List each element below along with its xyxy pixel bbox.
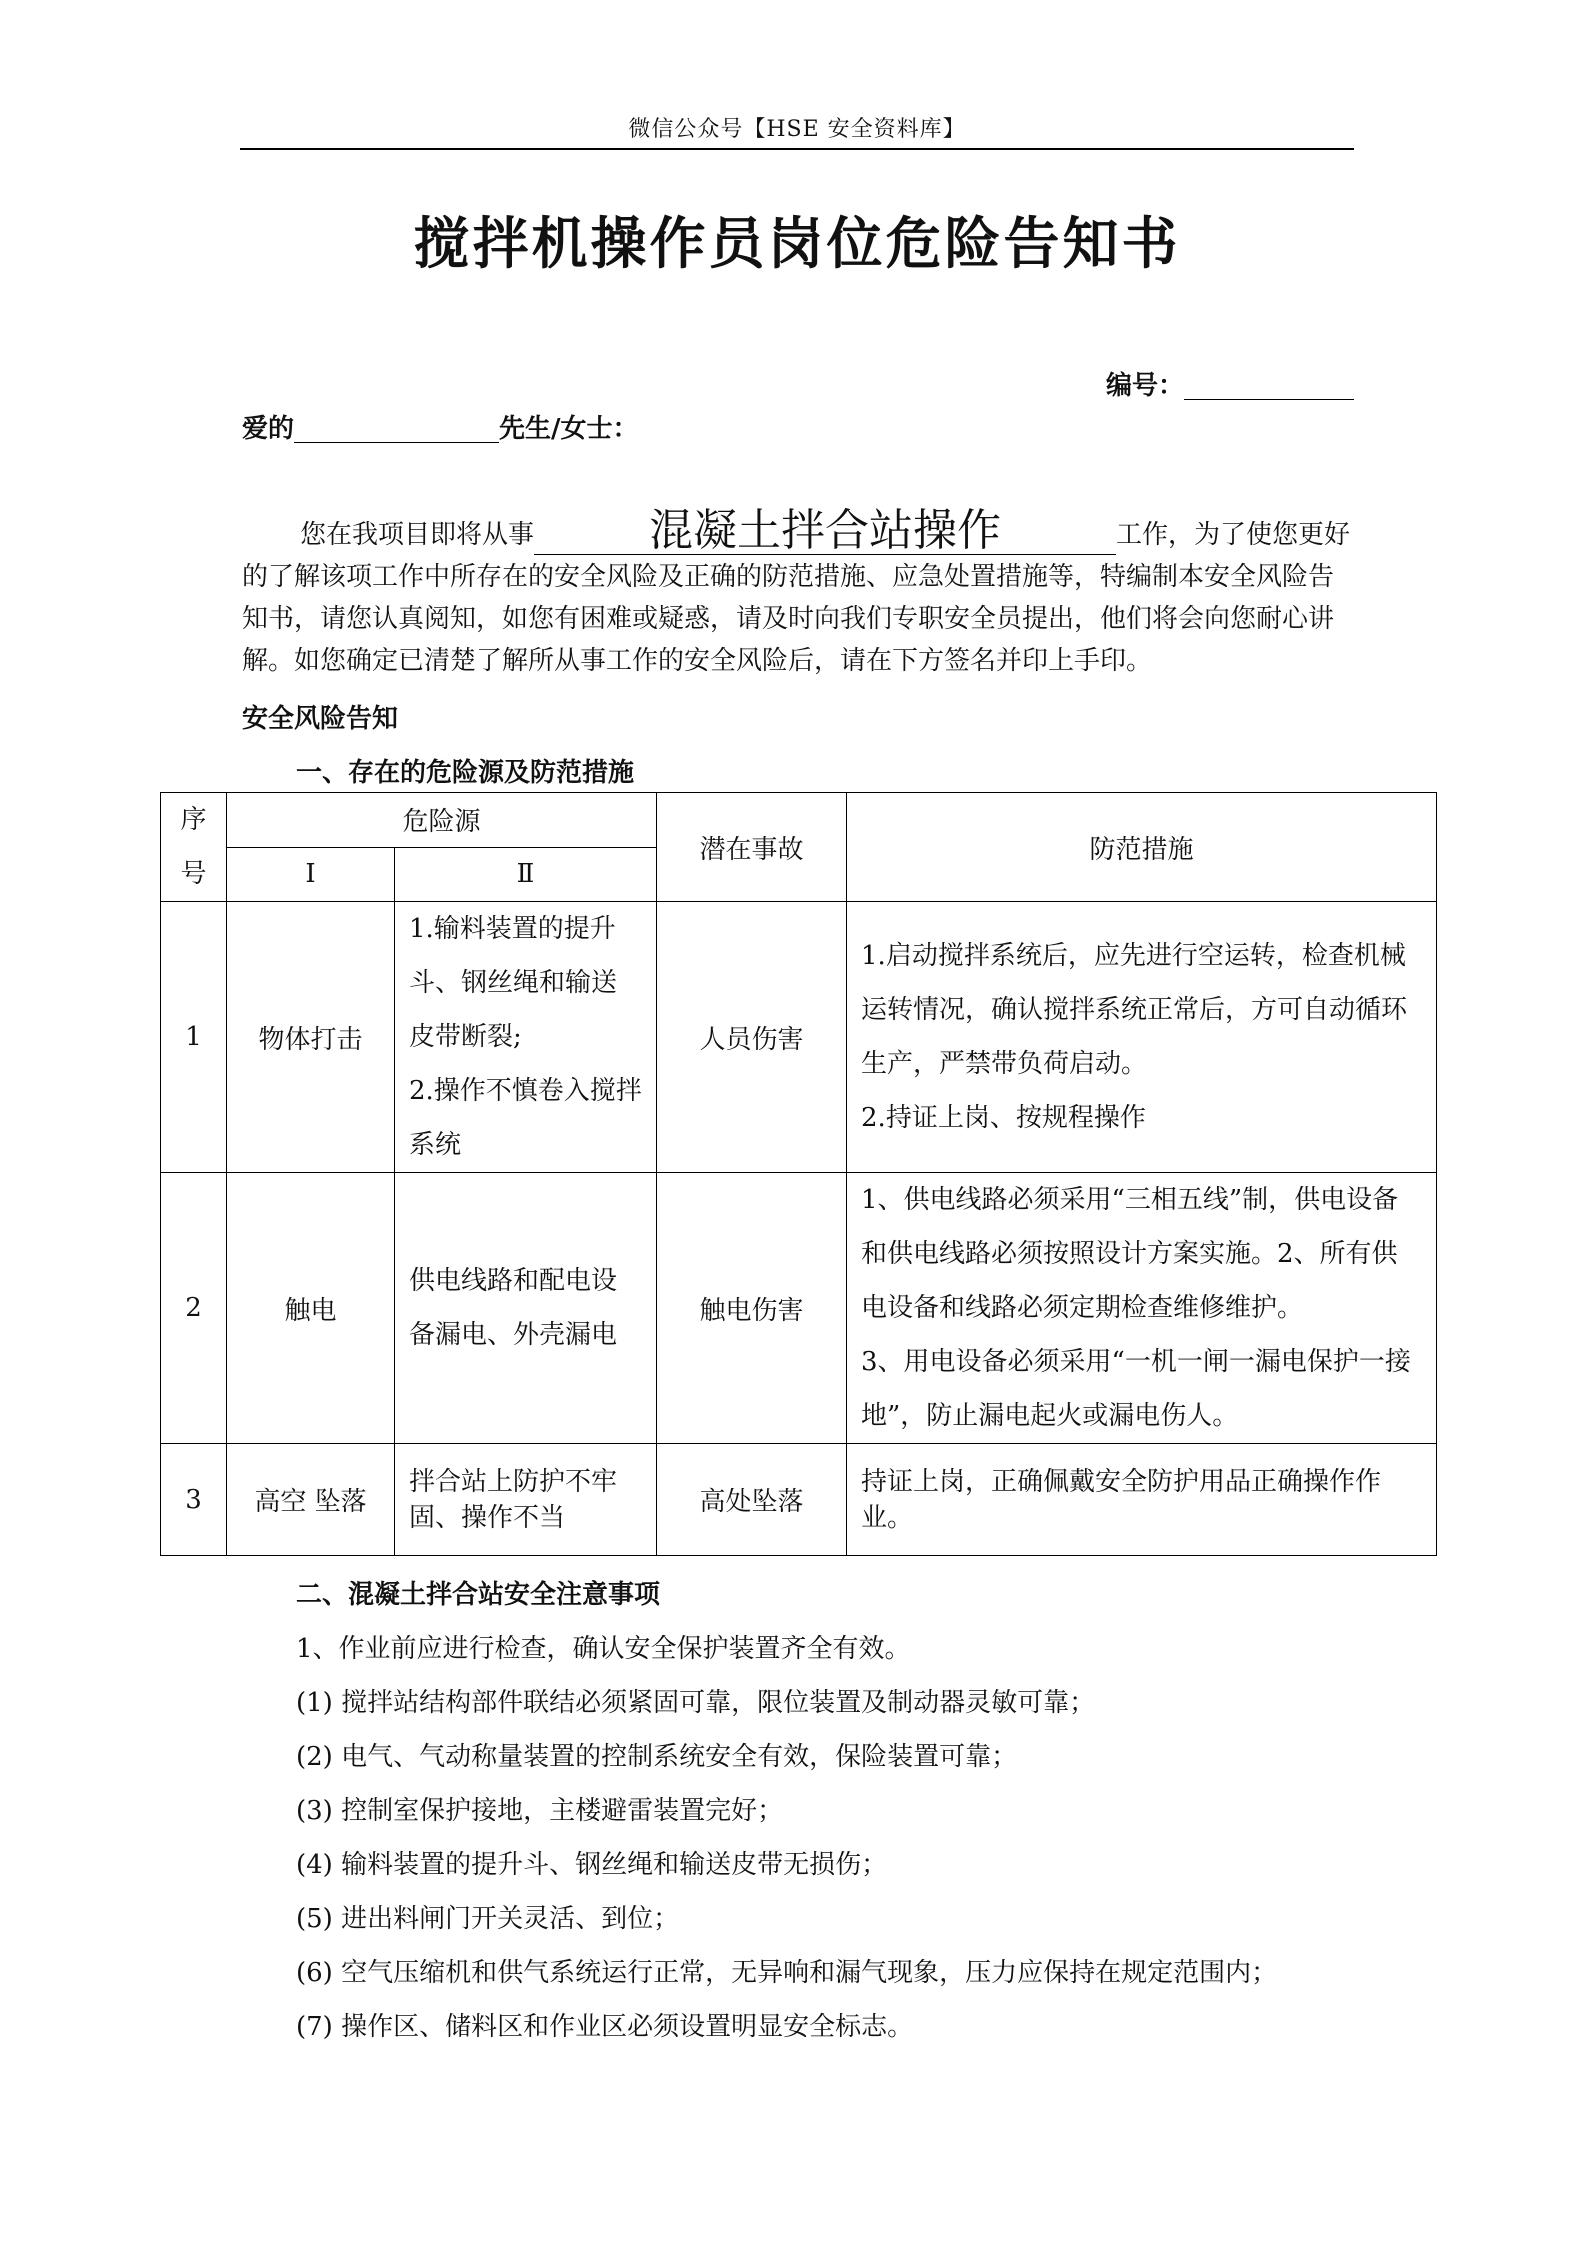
row-number: 3	[161, 1444, 227, 1556]
salutation	[242, 408, 639, 445]
salutation-suffix: 先生/女士：	[499, 414, 639, 444]
row-number: 2	[161, 1173, 227, 1444]
document-title: 搅拌机操作员岗位危险告知书	[413, 211, 1181, 277]
section-two-heading: 二、混凝土拌合站安全注意事项	[296, 1580, 661, 1610]
row-hazard-1: 高空 坠落	[227, 1444, 395, 1556]
intro-before-job: 您在我项目即将从事	[300, 520, 535, 550]
header-hazard-2: Ⅱ	[395, 847, 657, 902]
row-accident: 触电伤害	[657, 1173, 847, 1444]
number-blank[interactable]	[1184, 369, 1354, 400]
header-accident: 潜在事故	[657, 793, 847, 902]
list-item: (4) 输料装置的提升斗、钢丝绳和输送皮带无损伤；	[296, 1850, 888, 1880]
row-hazard-2: 供电线路和配电设备漏电、外壳漏电	[395, 1173, 657, 1444]
job-field: 混凝土拌合站操作	[534, 508, 1116, 555]
list-item: (5) 进出料闸门开关灵活、到位；	[296, 1904, 680, 1934]
row-measures: 持证上岗，正确佩戴安全防护用品正确操作作业。	[847, 1444, 1437, 1556]
list-item: (3) 控制室保护接地，主楼避雷装置完好；	[296, 1796, 784, 1826]
intro-after-job: 工作，为了使您更好的了解该项工作中所存在的安全风险及正确的防范措施、应急处置措施等，特编制本安全风险告知书，请您认真阅知，如您有困难或疑惑，请及时向我们专职安全员提出，他们将会向您耐心讲解。如您确定已清楚了解所从事工作的安全风险后，请在下方签名并印上手印。	[242, 520, 1351, 676]
row-accident: 人员伤害	[657, 902, 847, 1173]
header-seq: 序号	[161, 793, 227, 902]
header-hazard: 危险源	[227, 793, 657, 848]
list-item: (7) 操作区、储料区和作业区必须设置明显安全标志。	[296, 2012, 914, 2042]
document-number	[1106, 365, 1354, 402]
intro-paragraph	[242, 505, 1356, 682]
list-item: (2) 电气、气动称量装置的控制系统安全有效，保险装置可靠；	[296, 1742, 1018, 1772]
row-hazard-1: 物体打击	[227, 902, 395, 1173]
table-row	[161, 1173, 1437, 1444]
section-risk-heading: 安全风险告知	[242, 704, 399, 734]
number-label: 编号：	[1105, 371, 1184, 401]
row-measures: 1、供电线路必须采用“三相五线”制，供电设备和供电线路必须按照设计方案实施。2、所有供电设备和线路必须定期检查维修维护。 3、用电设备必须采用“一机一闸一漏电保护一接地”，防止漏电起火或漏电伤人。	[847, 1173, 1437, 1444]
name-blank[interactable]	[294, 412, 499, 443]
list-item: (1) 搅拌站结构部件联结必须紧固可靠，限位装置及制动器灵敏可靠；	[296, 1688, 1096, 1718]
row-hazard-2: 拌合站上防护不牢固、操作不当	[395, 1444, 657, 1556]
page-header: 微信公众号【HSE 安全资料库】	[628, 117, 966, 142]
section-one-heading: 一、存在的危险源及防范措施	[296, 758, 635, 788]
row-number: 1	[161, 902, 227, 1173]
notes-list	[296, 1622, 1376, 2054]
row-hazard-2: 1.输料装置的提升斗、钢丝绳和输送皮带断裂; 2.操作不慎卷入搅拌系统	[395, 902, 657, 1173]
list-item: 1、作业前应进行检查，确认安全保护装置齐全有效。	[296, 1634, 911, 1664]
row-hazard-1: 触电	[227, 1173, 395, 1444]
list-item: (6) 空气压缩机和供气系统运行正常，无异响和漏气现象，压力应保持在规定范围内；	[296, 1958, 1278, 1988]
table-row	[161, 1444, 1437, 1556]
hazard-table	[160, 792, 1437, 1556]
header-measures: 防范措施	[847, 793, 1437, 902]
row-measures: 1.启动搅拌系统后，应先进行空运转，检查机械运转情况，确认搅拌系统正常后，方可自动循环生产，严禁带负荷启动。 2.持证上岗、按规程操作	[847, 902, 1437, 1173]
row-accident: 高处坠落	[657, 1444, 847, 1556]
header-rule	[240, 148, 1354, 150]
table-row	[161, 902, 1437, 1173]
header-hazard-1: Ⅰ	[227, 847, 395, 902]
salutation-prefix: 爱的	[242, 414, 295, 444]
